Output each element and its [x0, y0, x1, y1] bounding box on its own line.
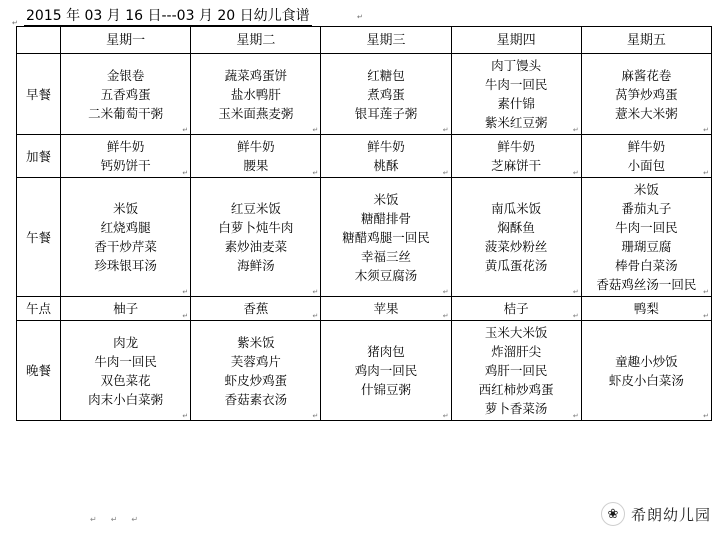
menu-cell — [581, 54, 711, 135]
menu-item: 玉米大米饭 — [484, 325, 548, 340]
menu-item: 柚子 — [113, 301, 139, 316]
menu-item: 鲜牛奶 — [106, 139, 145, 154]
row-header-1: 加餐 — [17, 135, 61, 178]
paragraph-mark: ↵ — [442, 412, 449, 420]
paragraph-mark: ↵ — [572, 412, 579, 420]
menu-item: 紫米红豆粥 — [484, 115, 548, 130]
paragraph-mark: ↵ — [182, 126, 189, 134]
menu-item: 黄瓜蛋花汤 — [484, 258, 548, 273]
menu-item: 煮鸡蛋 — [367, 86, 405, 102]
menu-item: 香蕉 — [243, 301, 269, 316]
menu-item: 苹果 — [373, 301, 399, 316]
menu-item: 小面包 — [627, 158, 666, 173]
menu-cell — [61, 178, 191, 297]
menu-item: 米饭 — [113, 201, 139, 216]
paragraph-mark: ↵ — [182, 169, 189, 177]
row-header-0: 早餐 — [17, 54, 61, 135]
table-row — [17, 321, 712, 421]
menu-cell — [191, 297, 321, 321]
menu-cell — [451, 297, 581, 321]
menu-item: 木须豆腐汤 — [354, 267, 418, 283]
menu-item: 腰果 — [243, 158, 269, 173]
menu-item: 番茄丸子 — [621, 201, 672, 216]
paragraph-mark: ↵ — [182, 312, 189, 320]
paragraph-mark: ↵ — [312, 126, 319, 134]
menu-item: 糖醋鸡腿一回民 — [342, 229, 430, 245]
menu-item: 海鲜汤 — [237, 258, 275, 273]
menu-cell — [61, 54, 191, 135]
menu-cell — [61, 321, 191, 421]
menu-item: 米饭 — [373, 191, 399, 207]
menu-item: 猪肉包 — [367, 344, 405, 359]
menu-item: 虾皮小白菜汤 — [608, 372, 684, 388]
table-body — [17, 54, 712, 421]
menu-item: 桔子 — [503, 301, 529, 316]
corner-cell — [17, 27, 61, 54]
menu-item: 五香鸡蛋 — [100, 86, 151, 102]
menu-item: 红烧鸡腿 — [100, 220, 151, 235]
menu-item: 焖酥鱼 — [497, 220, 535, 235]
menu-cell — [581, 178, 711, 297]
menu-item: 炸溜肝尖 — [491, 344, 542, 359]
table-row — [17, 54, 712, 135]
paragraph-mark: ↵ — [182, 412, 189, 420]
menu-item: 红豆米饭 — [230, 201, 281, 216]
menu-cell — [581, 297, 711, 321]
menu-item: 西红柿炒鸡蛋 — [478, 382, 554, 397]
menu-item: 鲜牛奶 — [497, 139, 535, 154]
menu-item: 牛肉一回民 — [94, 353, 157, 369]
menu-item: 鸡肉一回民 — [354, 363, 418, 378]
paragraph-mark: ↵ — [442, 312, 449, 320]
menu-item: 菠菜炒粉丝 — [484, 239, 548, 254]
column-header-monday: 星期一 — [61, 27, 191, 54]
column-header-wednesday: 星期三 — [321, 27, 451, 54]
row-header-4: 晚餐 — [17, 321, 61, 421]
menu-item: 桃酥 — [373, 158, 399, 173]
paragraph-mark: ↵ — [703, 126, 709, 134]
menu-cell — [191, 178, 321, 297]
menu-item: 红糖包 — [367, 67, 405, 83]
menu-cell — [61, 297, 191, 321]
menu-cell — [321, 54, 451, 135]
menu-item: 什锦豆粥 — [360, 382, 411, 397]
menu-item: 珊瑚豆腐 — [621, 239, 672, 254]
menu-item: 糖醋排骨 — [360, 210, 411, 226]
menu-item: 童趣小炒饭 — [615, 353, 678, 369]
row-header-2: 午餐 — [17, 178, 61, 297]
paragraph-mark: ↵ — [703, 169, 709, 177]
document-title-row — [24, 6, 354, 26]
menu-item: 珍珠银耳汤 — [94, 258, 157, 273]
row-header-3: 午点 — [17, 297, 61, 321]
paragraph-mark: ↵ — [572, 288, 579, 296]
menu-item: 莴笋炒鸡蛋 — [615, 86, 678, 102]
paragraph-mark: ↵ — [572, 126, 579, 134]
menu-item: 牛肉一回民 — [615, 220, 678, 235]
menu-item: 金银卷 — [106, 67, 145, 83]
column-header-friday: 星期五 — [581, 27, 711, 54]
paragraph-mark: ↵ — [703, 412, 709, 420]
menu-item: 鲜牛奶 — [237, 139, 275, 154]
menu-cell — [321, 178, 451, 297]
menu-cell — [451, 54, 581, 135]
menu-cell — [321, 297, 451, 321]
menu-cell — [321, 321, 451, 421]
menu-item: 萝卜香菜汤 — [484, 401, 548, 416]
menu-item: 鲜牛奶 — [627, 139, 666, 154]
table-row — [17, 297, 712, 321]
menu-item: 蔬菜鸡蛋饼 — [224, 67, 288, 83]
menu-item: 香菇鸡丝汤一回民 — [596, 277, 697, 292]
menu-item: 芙蓉鸡片 — [230, 353, 281, 369]
menu-item: 素炒油麦菜 — [224, 239, 288, 254]
footer-marks: ↵↵↵ — [90, 515, 153, 524]
menu-cell — [581, 321, 711, 421]
paragraph-mark: ↵ — [357, 13, 363, 21]
menu-item: 二米葡萄干粥 — [88, 105, 164, 121]
menu-item: 鸡肝一回民 — [484, 363, 548, 378]
page-title: 2015 年 03 月 16 日---03 月 20 日幼儿食谱 — [26, 8, 310, 24]
paragraph-mark: ↵ — [572, 312, 579, 320]
menu-item: 幸福三丝 — [360, 248, 411, 264]
paragraph-mark: ↵ — [442, 169, 449, 177]
menu-cell — [451, 135, 581, 178]
menu-item: 麻酱花卷 — [621, 67, 672, 83]
paragraph-mark: ↵ — [312, 312, 319, 320]
menu-cell — [191, 321, 321, 421]
menu-item: 牛肉一回民 — [484, 77, 548, 92]
paragraph-mark: ↵ — [12, 19, 18, 27]
menu-item: 盐水鸭肝 — [230, 86, 281, 102]
menu-item: 肉丁馒头 — [491, 58, 542, 73]
menu-item: 双色菜花 — [100, 372, 151, 388]
menu-item: 南瓜米饭 — [491, 201, 542, 216]
menu-item: 肉龙 — [113, 334, 139, 350]
menu-item: 素什锦 — [497, 96, 535, 111]
menu-cell — [191, 54, 321, 135]
menu-item: 鲜牛奶 — [367, 139, 405, 154]
menu-item: 紫米饭 — [237, 334, 275, 350]
menu-cell — [191, 135, 321, 178]
paragraph-mark: ↵ — [312, 169, 319, 177]
menu-cell — [451, 178, 581, 297]
menu-table — [16, 26, 712, 421]
menu-item: 玉米面燕麦粥 — [218, 105, 294, 121]
table-header-row — [17, 27, 712, 54]
paragraph-mark: ↵ — [703, 312, 709, 320]
menu-item: 鸭梨 — [633, 301, 659, 316]
menu-item: 虾皮炒鸡蛋 — [224, 372, 288, 388]
menu-item: 白萝卜炖牛肉 — [218, 220, 294, 235]
menu-item: 棒骨白菜汤 — [615, 258, 678, 273]
flower-icon: ❀ — [601, 502, 625, 526]
menu-item: 肉末小白菜粥 — [88, 391, 164, 407]
menu-item: 银耳莲子粥 — [354, 105, 418, 121]
kindergarten-logo — [601, 502, 711, 526]
menu-cell — [61, 135, 191, 178]
column-header-tuesday: 星期二 — [191, 27, 321, 54]
menu-item: 香干炒芹菜 — [94, 239, 157, 254]
menu-item: 芝麻饼干 — [491, 158, 542, 173]
paragraph-mark: ↵ — [312, 412, 319, 420]
table-row — [17, 135, 712, 178]
menu-item: 薏米大米粥 — [615, 105, 678, 121]
table-row — [17, 178, 712, 297]
paragraph-mark: ↵ — [703, 288, 709, 296]
menu-cell — [321, 135, 451, 178]
menu-item: 米饭 — [633, 182, 659, 197]
menu-item: 钙奶饼干 — [100, 158, 151, 173]
paragraph-mark: ↵ — [442, 288, 449, 296]
paragraph-mark: ↵ — [442, 126, 449, 134]
menu-cell — [451, 321, 581, 421]
paragraph-mark: ↵ — [572, 169, 579, 177]
menu-item: 香菇素衣汤 — [224, 391, 288, 407]
paragraph-mark: ↵ — [182, 288, 189, 296]
menu-cell — [581, 135, 711, 178]
logo-label: 希朗幼儿园 — [630, 505, 711, 524]
paragraph-mark: ↵ — [312, 288, 319, 296]
column-header-thursday: 星期四 — [451, 27, 581, 54]
